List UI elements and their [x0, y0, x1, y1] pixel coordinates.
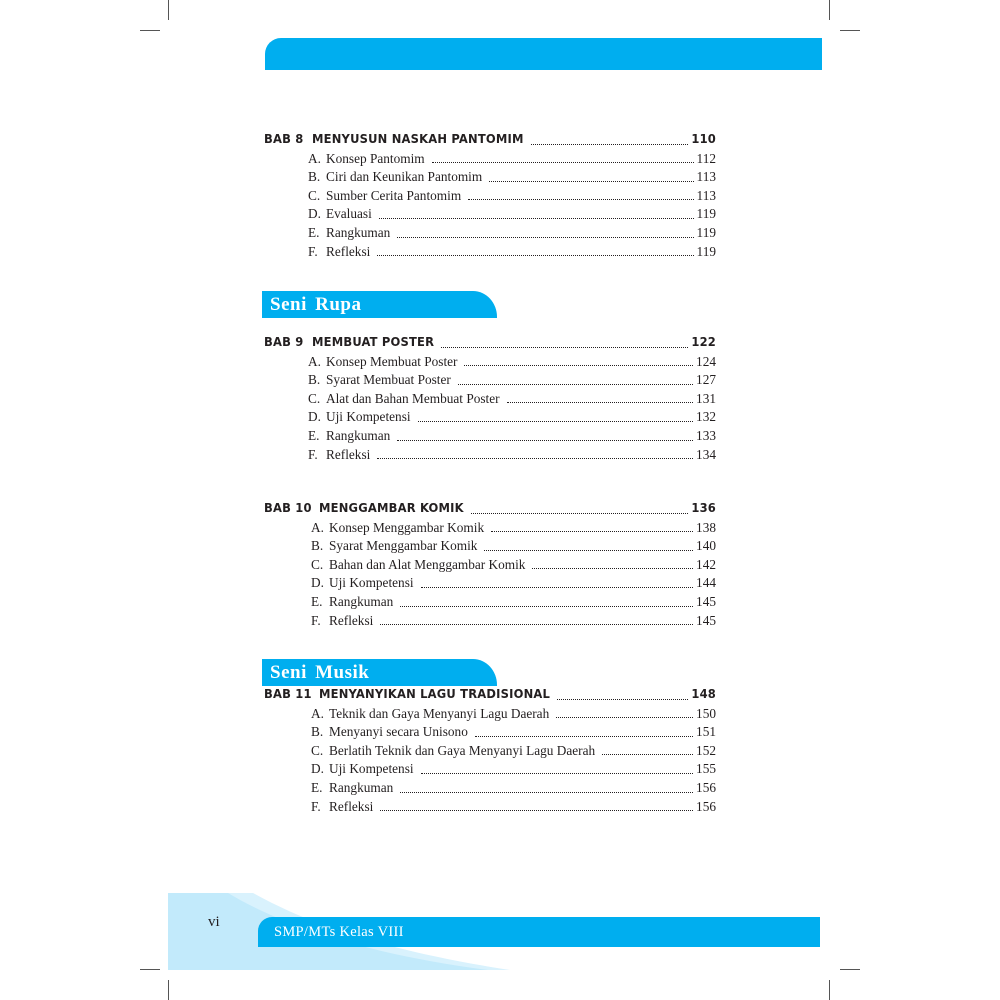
item-page: 124	[696, 353, 716, 369]
dot-leader	[397, 237, 693, 238]
dot-leader	[532, 568, 693, 569]
toc-block-bab-9	[264, 334, 716, 464]
item-letter: E.	[311, 779, 323, 795]
toc-block-bab-8	[264, 131, 716, 261]
item-letter: C.	[308, 187, 321, 203]
section-heading-seni-rupa: Seni Rupa	[262, 291, 497, 318]
item-letter: D.	[308, 206, 321, 222]
item-title: Refleksi	[326, 446, 371, 462]
dot-leader	[491, 531, 693, 532]
dot-leader	[471, 513, 689, 514]
dot-leader	[432, 162, 694, 163]
item-title: Refleksi	[329, 798, 374, 814]
toc-item-row[interactable]	[264, 390, 716, 409]
crop-mark	[168, 980, 169, 1000]
dot-leader	[475, 736, 693, 737]
toc-item-row[interactable]	[264, 446, 716, 465]
toc-item-row[interactable]	[264, 353, 716, 372]
item-page: 131	[696, 390, 716, 406]
toc-item-row[interactable]	[264, 556, 716, 575]
item-page: 145	[696, 593, 716, 609]
item-title: Rangkuman	[329, 593, 394, 609]
toc-item-row[interactable]	[264, 187, 716, 206]
item-letter: F.	[308, 446, 318, 462]
item-letter: D.	[308, 409, 321, 425]
toc-chapter-row[interactable]	[264, 686, 716, 705]
item-letter: C.	[311, 742, 324, 758]
item-letter: B.	[311, 724, 324, 740]
chapter-number: BAB 11	[264, 687, 312, 702]
crop-mark	[140, 30, 160, 31]
dot-leader	[531, 144, 689, 145]
item-letter: E.	[311, 593, 323, 609]
toc-chapter-row[interactable]	[264, 334, 716, 353]
item-title: Konsep Menggambar Komik	[329, 519, 485, 535]
dot-leader	[377, 255, 693, 256]
toc-item-row[interactable]	[264, 760, 716, 779]
item-page: 156	[696, 779, 716, 795]
dot-leader	[602, 754, 693, 755]
item-letter: F.	[311, 798, 321, 814]
item-title: Rangkuman	[329, 779, 394, 795]
crop-mark	[840, 30, 860, 31]
toc-item-row[interactable]	[264, 519, 716, 538]
dot-leader	[464, 365, 693, 366]
item-letter: C.	[308, 390, 321, 406]
item-title: Syarat Membuat Poster	[326, 372, 451, 388]
item-title: Rangkuman	[326, 427, 391, 443]
toc-item-row[interactable]	[264, 150, 716, 169]
dot-leader	[397, 440, 693, 441]
dot-leader	[556, 717, 693, 718]
item-letter: F.	[308, 243, 318, 259]
crop-mark	[840, 969, 860, 970]
dot-leader	[468, 199, 693, 200]
item-letter: D.	[311, 761, 324, 777]
section-heading-seni-musik: Seni Musik	[262, 659, 497, 686]
toc-item-row[interactable]	[264, 205, 716, 224]
toc-item-row[interactable]	[264, 742, 716, 761]
item-title: Syarat Menggambar Komik	[329, 538, 478, 554]
chapter-page: 110	[691, 132, 716, 147]
item-page: 156	[696, 798, 716, 814]
dot-leader	[507, 402, 693, 403]
dot-leader	[421, 587, 693, 588]
dot-leader	[441, 347, 688, 348]
toc-item-row[interactable]	[264, 705, 716, 724]
dot-leader	[421, 773, 693, 774]
item-letter: A.	[311, 519, 324, 535]
item-title: Konsep Membuat Poster	[326, 353, 458, 369]
chapter-title: MENYUSUN NASKAH PANTOMIM	[312, 132, 524, 147]
dot-leader	[380, 624, 693, 625]
item-title: Rangkuman	[326, 224, 391, 240]
item-title: Bahan dan Alat Menggambar Komik	[329, 556, 526, 572]
item-letter: A.	[308, 150, 321, 166]
item-page: 150	[696, 705, 716, 721]
item-page: 132	[696, 409, 716, 425]
chapter-title: MENGGAMBAR KOMIK	[319, 501, 464, 516]
dot-leader	[484, 550, 693, 551]
crop-mark	[829, 0, 830, 20]
chapter-title: MEMBUAT POSTER	[312, 335, 435, 350]
item-page: 155	[696, 761, 716, 777]
chapter-page: 122	[691, 335, 716, 350]
item-page: 119	[696, 243, 716, 259]
dot-leader	[400, 792, 693, 793]
item-page: 142	[696, 556, 716, 572]
item-letter: A.	[311, 705, 324, 721]
dot-leader	[400, 606, 693, 607]
dot-leader	[377, 458, 693, 459]
toc-chapter-row[interactable]	[264, 500, 716, 519]
toc-block-bab-10	[264, 500, 716, 630]
item-page: 140	[696, 538, 716, 554]
toc-item-row[interactable]	[264, 371, 716, 390]
item-title: Menyanyi secara Unisono	[329, 724, 468, 740]
item-title: Ciri dan Keunikan Pantomim	[326, 169, 483, 185]
item-title: Alat dan Bahan Membuat Poster	[326, 390, 500, 406]
dot-leader	[458, 384, 693, 385]
dot-leader	[418, 421, 693, 422]
item-title: Teknik dan Gaya Menyanyi Lagu Daerah	[329, 705, 550, 721]
item-letter: D.	[311, 575, 324, 591]
item-page: 134	[696, 446, 716, 462]
item-title: Refleksi	[326, 243, 371, 259]
item-letter: E.	[308, 427, 320, 443]
toc-item-row[interactable]	[264, 612, 716, 631]
item-page: 113	[696, 169, 716, 185]
item-letter: B.	[311, 538, 324, 554]
chapter-number: BAB 8	[264, 132, 304, 147]
item-page: 119	[696, 224, 716, 240]
chapter-page: 148	[691, 687, 716, 702]
footer-label: SMP/MTs Kelas VIII	[258, 917, 820, 947]
toc-item-row[interactable]	[264, 779, 716, 798]
item-title: Uji Kompetensi	[326, 409, 411, 425]
item-title: Konsep Pantomim	[326, 150, 425, 166]
toc-item-row[interactable]	[264, 427, 716, 446]
item-letter: E.	[308, 224, 320, 240]
item-page: 152	[696, 742, 716, 758]
toc-item-row[interactable]	[264, 408, 716, 427]
item-page: 112	[696, 150, 716, 166]
crop-mark	[140, 969, 160, 970]
item-page: 113	[696, 187, 716, 203]
crop-mark	[168, 0, 169, 20]
item-title: Refleksi	[329, 612, 374, 628]
item-page: 151	[696, 724, 716, 740]
item-letter: A.	[308, 353, 321, 369]
toc-item-row[interactable]	[264, 798, 716, 817]
toc-item-row[interactable]	[264, 574, 716, 593]
item-letter: B.	[308, 169, 321, 185]
item-letter: C.	[311, 556, 324, 572]
toc-item-row[interactable]	[264, 723, 716, 742]
dot-leader	[489, 181, 693, 182]
item-page: 145	[696, 612, 716, 628]
item-title: Uji Kompetensi	[329, 575, 414, 591]
dot-leader	[380, 810, 693, 811]
item-letter: B.	[308, 372, 321, 388]
item-title: Uji Kompetensi	[329, 761, 414, 777]
toc-item-row[interactable]	[264, 537, 716, 556]
chapter-page: 136	[691, 501, 716, 516]
chapter-number: BAB 9	[264, 335, 304, 350]
item-title: Evaluasi	[326, 206, 372, 222]
crop-mark	[829, 980, 830, 1000]
toc-item-row[interactable]	[264, 224, 716, 243]
dot-leader	[557, 699, 688, 700]
toc-chapter-row[interactable]	[264, 131, 716, 150]
chapter-number: BAB 10	[264, 501, 312, 516]
toc-item-row[interactable]	[264, 243, 716, 262]
header-band	[265, 38, 822, 70]
page-number: vi	[208, 914, 220, 930]
item-title: Berlatih Teknik dan Gaya Menyanyi Lagu Daerah	[329, 742, 596, 758]
item-page: 138	[696, 519, 716, 535]
item-title: Sumber Cerita Pantomim	[326, 187, 462, 203]
dot-leader	[379, 218, 694, 219]
item-page: 119	[696, 206, 716, 222]
item-page: 144	[696, 575, 716, 591]
toc-item-row[interactable]	[264, 168, 716, 187]
toc-item-row[interactable]	[264, 593, 716, 612]
item-page: 127	[696, 372, 716, 388]
toc-block-bab-11	[264, 686, 716, 816]
chapter-title: MENYANYIKAN LAGU TRADISIONAL	[319, 687, 551, 702]
item-letter: F.	[311, 612, 321, 628]
item-page: 133	[696, 427, 716, 443]
